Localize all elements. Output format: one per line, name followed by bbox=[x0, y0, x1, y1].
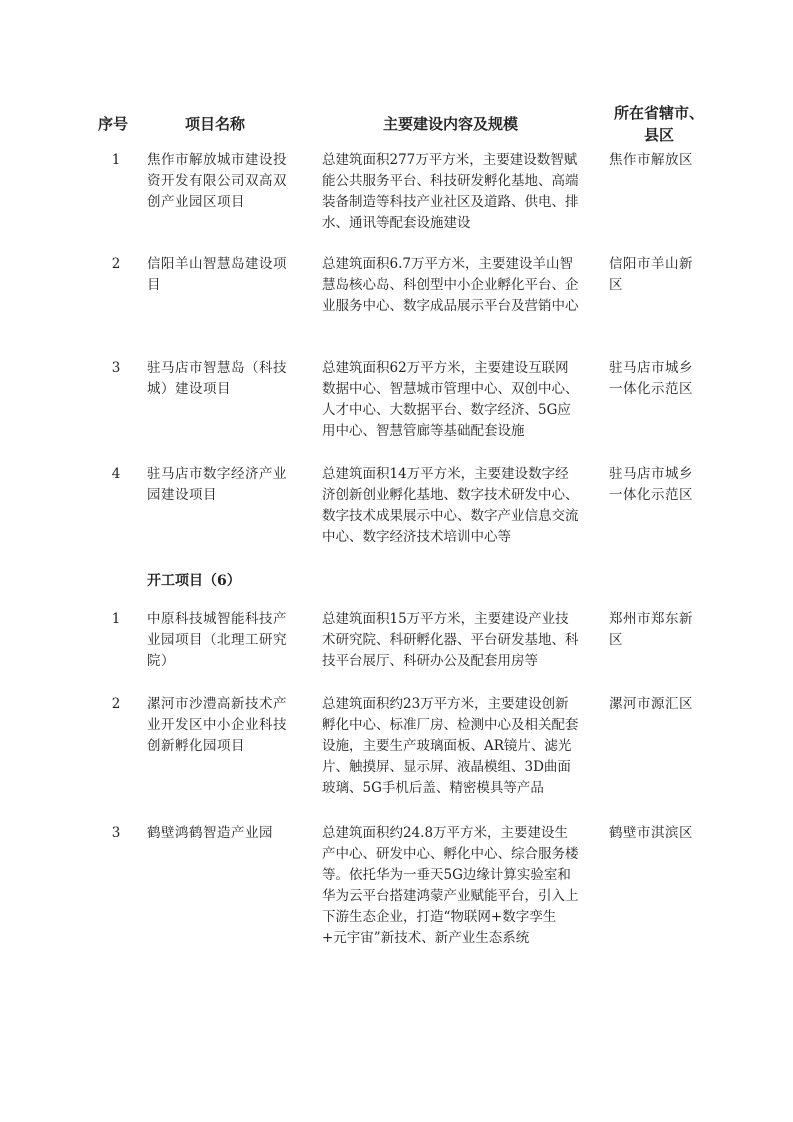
row-content: 总建筑面积14万平方米，主要建设数字经济创新创业孵化基地、数字技术研发中心、数字技术成果展示中心、数字产业信息交流中心、数字经济技术培训中心等 bbox=[322, 466, 579, 545]
row-project-name: 信阳羊山智慧岛建设项目 bbox=[147, 256, 287, 293]
header-location-line2: 县区 bbox=[643, 126, 674, 144]
row-content: 总建筑面积62万平方米，主要建设互联网数据中心、智慧城市管理中心、双创中心、人才中心、大数据平台、数字经济、5G应用中心、智慧管廊等基础配套设施 bbox=[322, 360, 579, 439]
row-project-name: 漯河市沙澧高新技术产业开发区中小企业科技创新孵化园项目 bbox=[147, 696, 287, 754]
row-content: 总建筑面积277万平方米，主要建设数智赋能公共服务平台、科技研发孵化基地、高端装备制造等科技产业社区及道路、供电、排水、通讯等配套设施建设 bbox=[322, 152, 579, 231]
header-content-scale: 主要建设内容及规模 bbox=[383, 115, 519, 133]
row-num: 4 bbox=[111, 466, 121, 482]
header-project-name: 项目名称 bbox=[185, 115, 246, 133]
row-location: 漯河市源汇区 bbox=[609, 696, 693, 712]
row-num: 2 bbox=[111, 256, 121, 272]
row-content: 总建筑面积约24.8万平方米，主要建设生产中心、研发中心、孵化中心、综合服务楼等。依托华为一垂天5G边缘计算实验室和华为云平台搭建鸿蒙产业赋能平台，引入上下游生态企业，打造“物联网+数字孪生+元宇宙”新技术、新产业生态系统 bbox=[322, 825, 579, 946]
row-num: 1 bbox=[111, 152, 121, 168]
row-content: 总建筑面积15万平方米，主要建设产业技术研究院、科研孵化器、平台研发基地、科技平台展厅、科研办公及配套用房等 bbox=[322, 611, 579, 669]
row-content: 总建筑面积6.7万平方米，主要建设羊山智慧岛核心岛、科创型中小企业孵化平台、企业服务中心、数字成品展示平台及营销中心 bbox=[322, 256, 579, 314]
row-location: 信阳市羊山新区 bbox=[609, 256, 693, 293]
row-project-name: 焦作市解放城市建设投资开发有限公司双高双创产业园区项目 bbox=[147, 152, 287, 210]
row-project-name: 驻马店市数字经济产业园建设项目 bbox=[147, 466, 287, 503]
row-location: 驻马店市城乡一体化示范区 bbox=[609, 466, 693, 503]
row-project-name: 中原科技城智能科技产业园项目（北理工研究院） bbox=[147, 611, 287, 669]
header-location-line1: 所在省辖市、 bbox=[613, 104, 704, 122]
row-location: 焦作市解放区 bbox=[609, 152, 693, 168]
header-location bbox=[604, 102, 714, 146]
row-location: 郑州市郑东新区 bbox=[609, 611, 693, 648]
row-project-name: 鹤壁鸿鹤智造产业园 bbox=[147, 825, 273, 841]
section-title: 开工项目（6） bbox=[147, 573, 241, 589]
row-location: 驻马店市城乡一体化示范区 bbox=[609, 360, 693, 397]
row-num: 3 bbox=[111, 360, 121, 376]
header-num: 序号 bbox=[98, 115, 129, 133]
row-project-name: 驻马店市智慧岛（科技城）建设项目 bbox=[147, 360, 287, 397]
row-num: 3 bbox=[111, 825, 121, 841]
row-location: 鹤壁市淇滨区 bbox=[609, 825, 693, 841]
row-num: 1 bbox=[111, 611, 121, 627]
row-num: 2 bbox=[111, 696, 121, 712]
row-content: 总建筑面积约23万平方米，主要建设创新孵化中心、标准厂房、检测中心及相关配套设施，主要生产玻璃面板、AR镜片、滤光片、触摸屏、显示屏、液晶模组、3D曲面玻璃、5G手机后盖、精密模具等产品 bbox=[322, 696, 579, 796]
